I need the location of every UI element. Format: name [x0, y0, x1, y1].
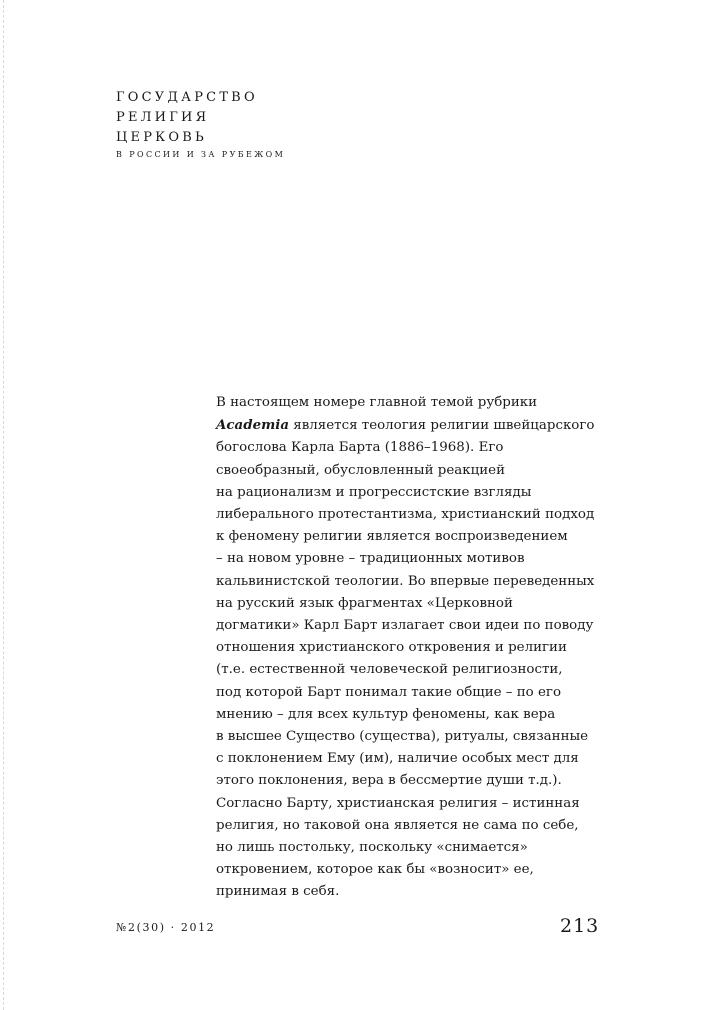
article-line	[216, 659, 596, 681]
article-line	[216, 392, 596, 414]
article-line	[216, 748, 596, 770]
article-line-text: но лишь постольку, поскольку «снимается»	[216, 840, 528, 856]
article-line	[216, 526, 596, 548]
article-line-text: кальвинистской теологии. Во впервые переведенных	[216, 573, 595, 589]
article-line	[216, 437, 596, 459]
article-line	[216, 837, 596, 859]
article-line	[216, 704, 596, 726]
article-line-text: на рационализм и прогрессистские взгляды	[216, 484, 532, 500]
article-line	[216, 460, 596, 482]
article-line	[216, 859, 596, 881]
article-line	[216, 881, 596, 903]
article-line-text: либерального протестантизма, христианский подход	[216, 507, 595, 523]
article-line	[216, 815, 596, 837]
issue-number: №2(30) · 2012	[116, 921, 216, 934]
article-line	[216, 414, 596, 437]
article-text	[216, 392, 596, 904]
article-line-text: в высшее Существо (существа), ритуалы, связанные	[216, 729, 589, 745]
article-line-text: отношения христианского откровения и религии	[216, 640, 567, 656]
article-line-text: принимая в себя.	[216, 884, 340, 900]
article-line-text: с поклонением Ему (им), наличие особых мест для	[216, 751, 579, 767]
article-line-text: к феномену религии является воспроизведением	[216, 529, 568, 545]
article-line-text: мнению – для всех культур феномены, как вера	[216, 706, 556, 722]
article-line-text: (т.е. естественной человеческой религиозности,	[216, 662, 563, 678]
page-number: 213	[560, 915, 600, 937]
article-line-text: религия, но таковой она является не сама по себе,	[216, 817, 579, 833]
page-edge	[0, 0, 4, 1010]
article-line	[216, 482, 596, 504]
article-line-text: – на новом уровне – традиционных мотивов	[216, 551, 525, 567]
article-line	[216, 770, 596, 792]
article-line-text: является теология религии швейцарского	[289, 418, 595, 434]
article-line	[216, 548, 596, 570]
article-line-text: своеобразный, обусловленный реакцией	[216, 462, 505, 478]
journal-title-line-3: ЦЕРКОВЬ	[116, 130, 208, 145]
article-line	[216, 637, 596, 659]
journal-subtitle: В РОССИИ И ЗА РУБЕЖОМ	[116, 150, 286, 159]
article-line	[216, 571, 596, 593]
article-line	[216, 593, 596, 615]
article-line-text: под которой Барт понимал такие общие – по его	[216, 684, 562, 700]
journal-header	[116, 88, 285, 162]
article-line-text: этого поклонения, вера в бессмертие души т.д.).	[216, 773, 562, 789]
article-line	[216, 726, 596, 748]
article-line-text: откровением, которое как бы «возносит» ее,	[216, 862, 534, 878]
journal-title-line-1: ГОСУДАРСТВО	[116, 90, 258, 105]
journal-title-line-2: РЕЛИГИЯ	[116, 110, 210, 125]
article-line	[216, 793, 596, 815]
article-line-text: Согласно Барту, христианская религия – истинная	[216, 795, 580, 811]
article-line-text: на русский язык фрагментах «Церковной	[216, 595, 513, 611]
article-line-text: догматики» Карл Барт излагает свои идеи по поводу	[216, 618, 594, 634]
article-line	[216, 615, 596, 637]
article-line	[216, 682, 596, 704]
article-line-text: богослова Карла Барта (1886–1968). Его	[216, 440, 504, 456]
article-line-text: В настоящем номере главной темой рубрики	[216, 395, 538, 410]
article-emphasis: Academia	[216, 417, 290, 434]
article-line	[216, 504, 596, 526]
